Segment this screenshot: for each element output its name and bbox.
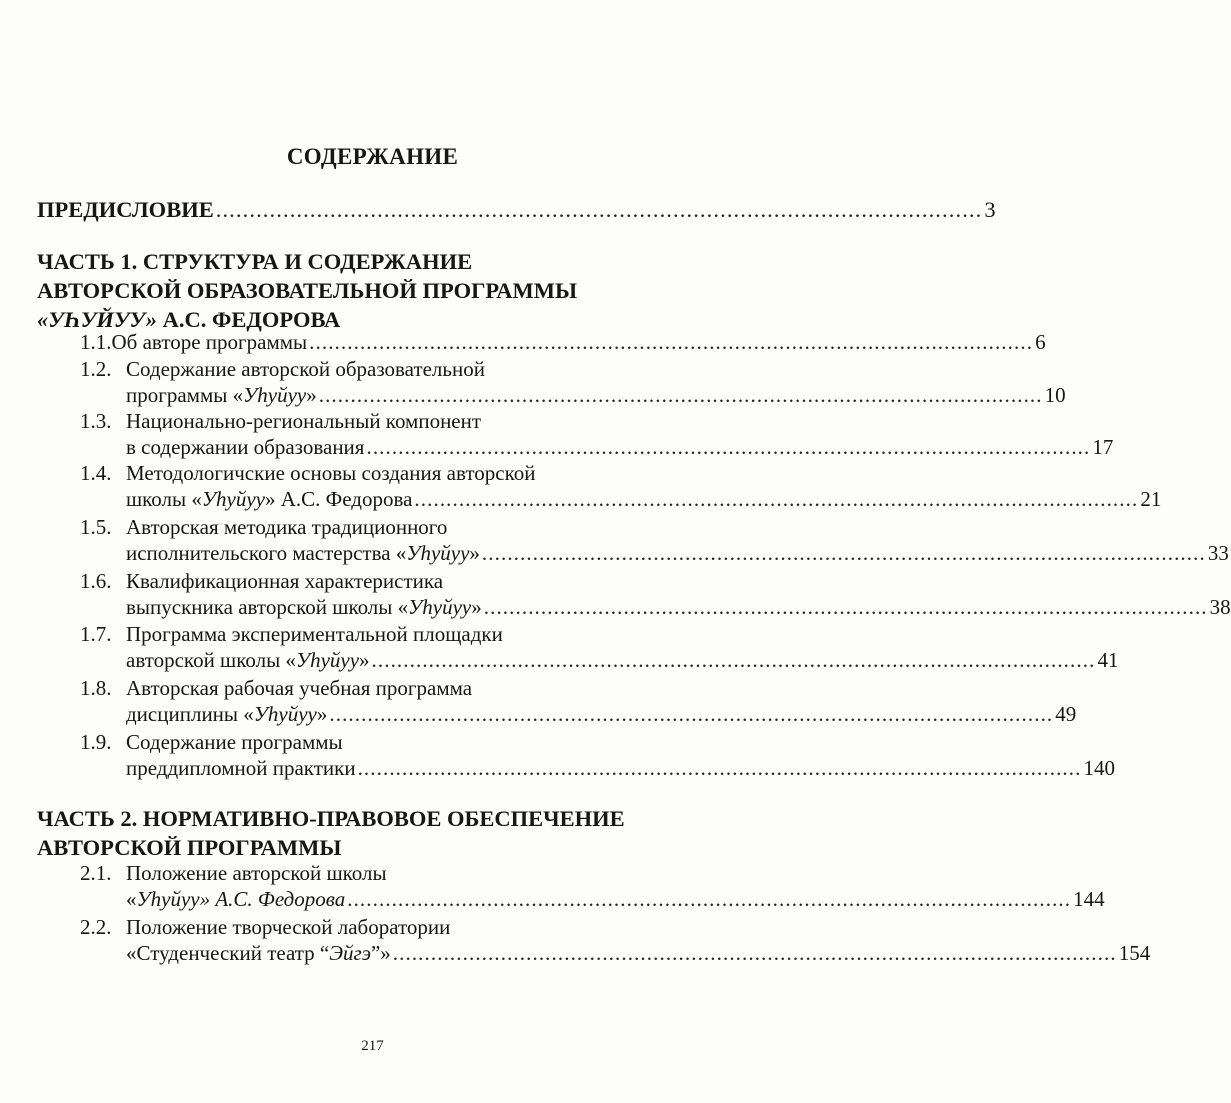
lab-name: Эйгэ (329, 941, 371, 965)
entry-page: 17 (1092, 435, 1114, 459)
school-name: Уһуйуу (253, 702, 317, 726)
entry-number: 1.2. (80, 357, 112, 381)
entry-title: Программа экспериментальной площадки (126, 622, 503, 646)
text-post: » (469, 541, 480, 565)
toc-entry-1-9-cont (126, 755, 1115, 781)
entry-title-cont (126, 940, 391, 966)
toc-entry-1-1 (80, 329, 1046, 355)
text-pre: выпускника авторской школы « (126, 595, 409, 619)
text-pre: дисциплины « (126, 702, 254, 726)
toc-entry-1-4 (80, 460, 700, 486)
preface-page: 3 (984, 197, 996, 222)
text-pre: школы « (126, 487, 202, 511)
dot-leader: .................................................................................................................. (309, 330, 1034, 354)
toc-entry-1-5-cont (126, 540, 1229, 566)
entry-title-cont (126, 647, 370, 673)
part1-heading-line1: ЧАСТЬ 1. СТРУКТУРА И СОДЕРЖАНИЕ (37, 249, 473, 274)
text-post: » (471, 595, 482, 619)
toc-entry-1-2-cont (126, 382, 1066, 408)
toc-entry-1-7 (80, 621, 680, 647)
toc-entry-1-2 (80, 356, 680, 382)
dot-leader: .................................................................................................................. (483, 595, 1208, 619)
entry-number: 2.1. (80, 861, 112, 885)
entry-page: 144 (1073, 887, 1105, 911)
toc-entry-1-8-cont (126, 701, 1077, 727)
part1-author: А.С. ФЕДОРОВА (157, 307, 341, 332)
text-pre: « (126, 887, 137, 911)
school-name: Уһуйуу (408, 595, 472, 619)
entry-page: 140 (1083, 756, 1115, 780)
dot-leader: .................................................................................................................. (347, 887, 1072, 911)
school-name: Уһуйуу (406, 541, 470, 565)
text-pre: программы « (126, 383, 244, 407)
part1-school-name: «УҺУЙУУ» (37, 307, 158, 332)
entry-number: 1.3. (80, 409, 112, 433)
text-post: » А.С. Федорова (264, 487, 413, 511)
entry-page: 41 (1097, 648, 1119, 672)
toc-entry-1-3-cont (126, 434, 1114, 460)
toc-entry-1-8 (80, 675, 680, 701)
toc-entry-2-2 (80, 914, 680, 940)
toc-entry-2-1-cont (126, 886, 1105, 912)
page-number: 217 (361, 1038, 384, 1054)
dot-leader: .................................................................................................................. (329, 702, 1054, 726)
entry-page: 6 (1035, 330, 1046, 354)
toc-entry-1-7-cont (126, 647, 1119, 673)
toc-entry-1-3 (80, 408, 680, 434)
entry-title: Положение творческой лаборатории (126, 915, 451, 939)
toc-entry-1-6-cont (126, 594, 1231, 620)
entry-title: Авторская методика традиционного (126, 515, 448, 539)
entry-number: 2.2. (80, 915, 112, 939)
dot-leader: .................................................................................................................. (357, 756, 1082, 780)
entry-title-cont (126, 486, 412, 512)
entry-title: Авторская рабочая учебная программа (126, 676, 473, 700)
toc-entry-1-4-cont (126, 486, 1162, 512)
part1-heading (37, 247, 677, 334)
entry-title-cont: преддипломной практики (126, 756, 356, 780)
text-pre: авторской школы « (126, 648, 296, 672)
entry-title-cont (126, 540, 480, 566)
toc-entry-preface (37, 196, 996, 224)
entry-title-cont (126, 594, 482, 620)
text-pre: «Студенческий театр “ (126, 941, 330, 965)
entry-title: Об авторе программы (111, 330, 308, 354)
toc-entry-2-1 (80, 860, 680, 886)
entry-number: 1.9. (80, 730, 112, 754)
text-post: » (359, 648, 370, 672)
toc-entry-1-9 (80, 729, 680, 755)
toc-entry-2-2-cont (126, 940, 1151, 966)
part1-heading-line2: АВТОРСКОЙ ОБРАЗОВАТЕЛЬНОЙ ПРОГРАММЫ (37, 278, 578, 303)
dot-leader: .................................................................................................................. (215, 197, 983, 222)
dot-leader: .................................................................................................................. (414, 487, 1139, 511)
text-post: » (306, 383, 317, 407)
entry-title: Квалификационная характеристика (126, 569, 444, 593)
part2-heading (37, 804, 677, 862)
school-name: Уһуйуу (295, 648, 360, 672)
text-post: ”» (370, 941, 391, 965)
entry-title: Национально-региональный компонент (126, 409, 482, 433)
toc-entry-1-5 (80, 514, 680, 540)
dot-leader: .................................................................................................................. (318, 383, 1043, 407)
page-title: СОДЕРЖАНИЕ (286, 144, 459, 169)
entry-title: Положение авторской школы (126, 861, 387, 885)
dot-leader: .................................................................................................................. (392, 941, 1117, 965)
entry-page: 154 (1118, 941, 1151, 965)
entry-page: 38 (1209, 595, 1231, 619)
dot-leader: .................................................................................................................. (481, 541, 1206, 565)
text-pre: исполнительского мастерства « (126, 541, 407, 565)
entry-title: Содержание программы (126, 730, 343, 754)
entry-page: 49 (1055, 702, 1077, 726)
entry-page: 10 (1044, 383, 1066, 407)
toc-entry-1-6 (80, 568, 680, 594)
entry-number: 1.8. (80, 676, 112, 700)
entry-number: 1.5. (80, 515, 112, 539)
school-name: Уһуйуу (243, 383, 307, 407)
entry-number: 1.7. (80, 622, 112, 646)
entry-page: 33 (1207, 541, 1229, 565)
text-post: » (316, 702, 328, 726)
entry-title: Содержание авторской образовательной (126, 357, 485, 381)
entry-page: 21 (1140, 487, 1162, 511)
entry-number: 1.6. (80, 569, 112, 593)
school-name: Уһуйуу» А.С. Федорова (136, 887, 346, 911)
dot-leader: .................................................................................................................. (371, 648, 1096, 672)
entry-title-cont (126, 701, 327, 727)
dot-leader: .................................................................................................................. (366, 435, 1091, 459)
preface-label: ПРЕДИСЛОВИЕ (37, 197, 214, 222)
entry-number: 1.4. (80, 461, 112, 485)
entry-title-cont: в содержании образования (126, 435, 365, 459)
entry-title-cont (126, 382, 317, 408)
entry-title-cont (126, 886, 345, 912)
part2-heading-line1: ЧАСТЬ 2. НОРМАТИВНО-ПРАВОВОЕ ОБЕСПЕЧЕНИЕ (37, 806, 625, 831)
school-name: Уһуйуу (201, 487, 265, 511)
entry-number: 1.1. (80, 330, 112, 354)
part2-heading-line2: АВТОРСКОЙ ПРОГРАММЫ (37, 835, 342, 860)
entry-title: Методологичские основы создания авторской (126, 461, 536, 485)
